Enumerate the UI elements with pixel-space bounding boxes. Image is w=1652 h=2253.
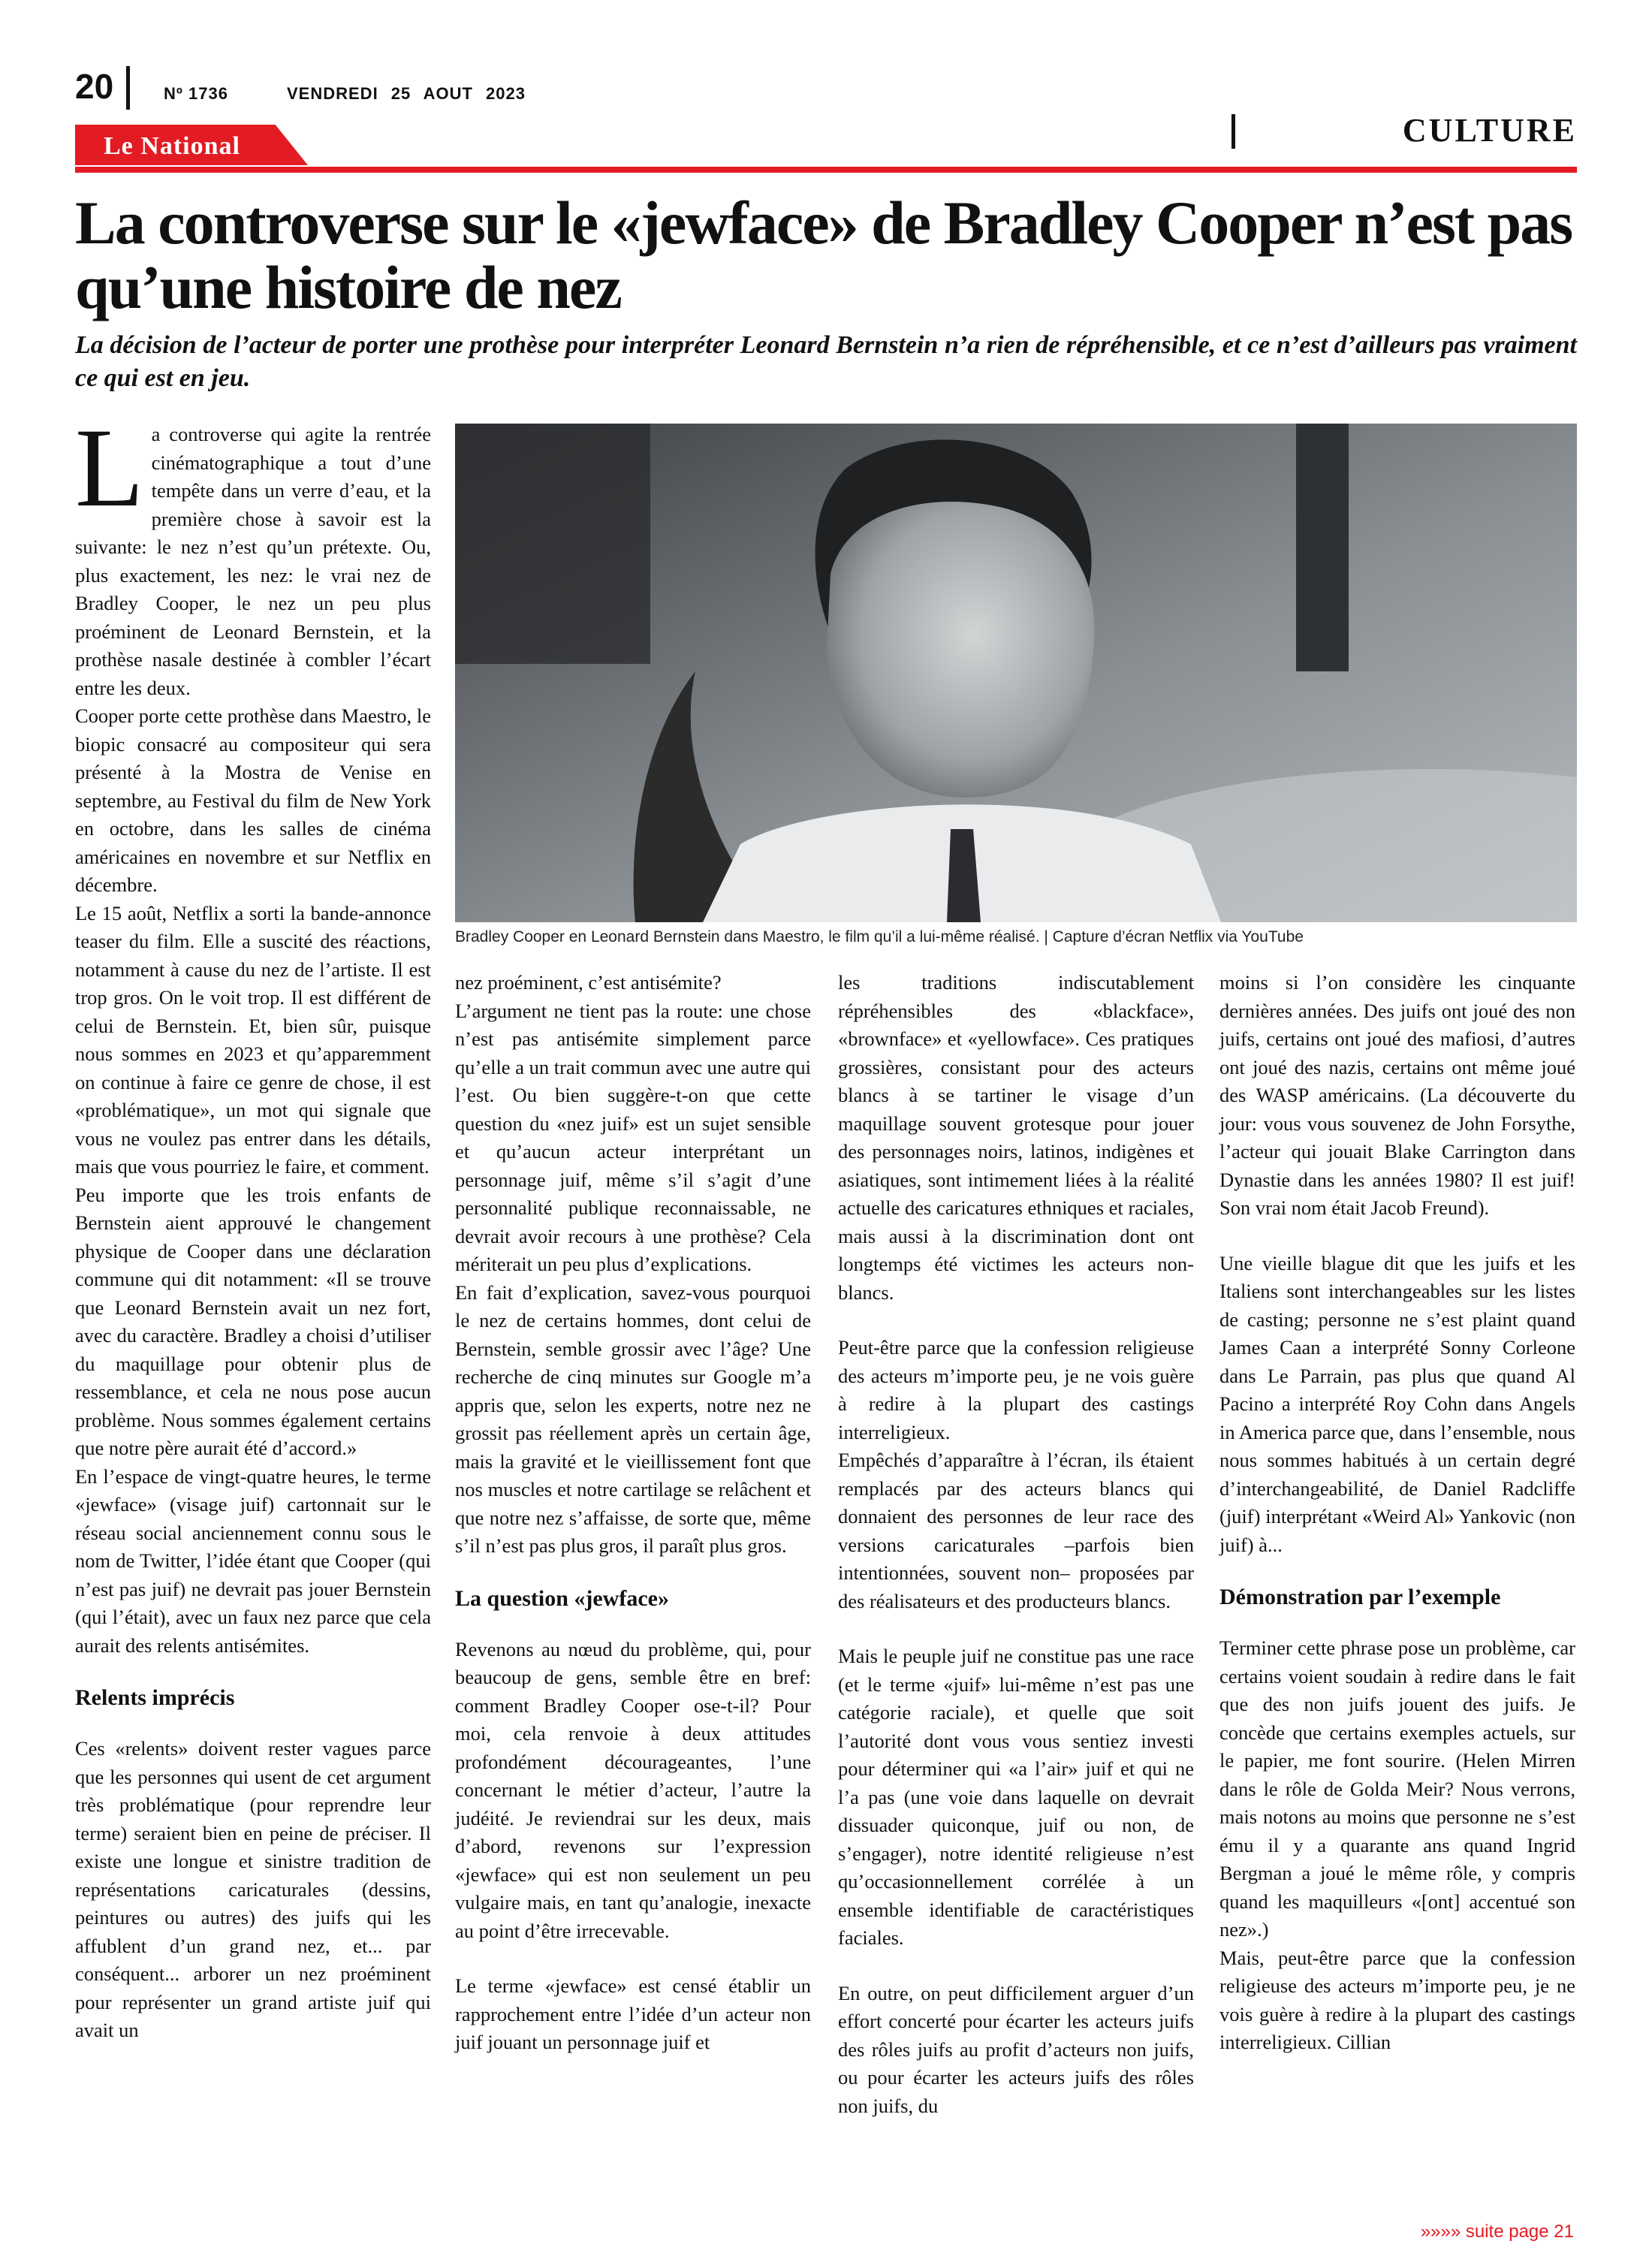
paragraph: nez proéminent, c’est antisémite?	[455, 971, 722, 994]
subheading: La question «jewface»	[455, 1585, 669, 1611]
paragraph: Empêchés d’apparaître à l’écran, ils étaient remplacés par des acteurs blancs qui donnaient des personnes de leur race des versions caricaturales –parfois bien intentionnées, souvent non– proposées par des réalisateurs et des producteurs blancs.	[838, 1449, 1194, 1612]
article-headline: La controverse sur le «jewface» de Bradley Cooper n’est pas qu’une histoire de nez	[75, 189, 1572, 321]
paragraph: Peut-être parce que la confession religieuse des acteurs m’importe peu, je ne vois guère à redire à la plupart des castings interreligieux.	[838, 1336, 1194, 1443]
drop-cap: L	[75, 406, 144, 530]
header-rule	[75, 167, 1577, 173]
paragraph: En l’espace de vingt-quatre heures, le terme «jewface» (visage juif) cartonnait sur le réseau social anciennement connu sous le nom de Twitter, l’idée étant que Cooper (qui n’est pas juif) ne devrait pas jouer Bernstein (qui l’était), avec un faux nez parce que cela aurait des relents antisémites.	[75, 1464, 431, 1657]
continued-link[interactable]: »»»» suite page 21	[1420, 2221, 1574, 2242]
article-column-1	[75, 406, 431, 2045]
paragraph: Une vieille blague dit que les juifs et les Italiens sont interchangeables sur les listes de casting; personne ne s’est plaint quand James Caan a interprété Sonny Corleone dans Le Parrain, pas plus que quand Al Pacino a interprété Roy Cohn dans Angels in America parce que, dans l’ensemble, nous nous sommes habitués à un certain degré d’interchangeabilité, de Daniel Radcliffe (juif) interprétant «Weird Al» Yankovic (non juif) à...	[1219, 1251, 1575, 1556]
section-label: CULTURE	[1402, 112, 1577, 149]
paragraph: Mais le peuple juif ne constitue pas une race (et le terme «juif» lui-même n’est pas une catégorie raciale), et quelle que soit l’autorité dont vous vous sentiez investi pour déterminer qui «a l’air» juif et qui ne l’a pas (une voie dans laquelle on devrait dissuader quiconque, juif ou non, de s’engager), notre identité religieuse n’est qu’occasionnellement corrélée à un ensemble identifiable de caractéristiques faciales.	[838, 1645, 1194, 1949]
paragraph: Le 15 août, Netflix a sorti la bande-annonce teaser du film. Elle a suscité des réactions, notamment à cause du nez de l’artiste. Il est trop gros. On le voit trop. Il est différent de celui de Bernstein. Et, bien sûr, puisque nous sommes en 2023 et qu’apparemment on continue à faire ce genre de chose, il est «problématique», un mot qui signale que vous ne voulez pas entrer dans les détails, mais que vous pourriez le faire, et comment.	[75, 901, 431, 1178]
paragraph: En outre, on peut difficilement arguer d’un effort concerté pour écarter les acteurs juifs des rôles juifs au profit d’acteurs non juifs, ou pour écarter les acteurs juifs des rôles non juifs, du	[838, 1981, 1194, 2117]
paragraph: a controverse qui agite la rentrée cinématographique a tout d’une tempête dans un verre d’eau, et la première chose à savoir est la suivante: le nez n’est qu’un prétexte. Ou, plus exactement, les nez: le vrai nez de Bradley Cooper, le nez un peu plus proéminent de Leonard Bernstein, et la prothèse nasale destinée à combler l’écart entre les deux.	[75, 423, 431, 699]
photo-caption: Bradley Cooper en Leonard Bernstein dans Maestro, le film qu’il a lui-même réalisé. | Capture d’écran Netflix via YouTube	[455, 928, 1304, 946]
photo-illustration	[455, 424, 1577, 922]
paragraph: En fait d’explication, savez-vous pourquoi le nez de certains hommes, dont celui de Bernstein, semble grossir avec l’âge? Une recherche de cinq minutes sur Google m’a appris que, selon les experts, notre nez ne grossit pas réellement après un certain âge, mais la gravité et le vieillissement font que nos muscles et notre cartilage se relâchent et que notre nez s’affaisse, de sorte que, même s’il n’est pas plus gros, il paraît plus gros.	[455, 1280, 811, 1557]
article-column-4	[1219, 969, 1575, 2057]
newspaper-name: Le National	[104, 132, 240, 160]
article-column-2	[455, 969, 811, 2057]
paragraph: Terminer cette phrase pose un problème, car certains voient soudain à redire dans le fait que des non juifs jouent des juifs. Je concède que certains exemples actuels, sur le papier, me font sourire. (Helen Mirren dans le rôle de Golda Meir? Nous verrons, mais notons au moins que personne ne s’est ému il y a quarante ans quand Ingrid Bergman a joué le même rôle, y compris quand les maquilleurs «[ont] accentué son nez».)	[1219, 1636, 1575, 1941]
subheading: Relents imprécis	[75, 1685, 235, 1710]
paragraph: les traditions indiscutablement répréhensibles des «blackface», «brownface» et «yellowface». Ces pratiques grossières, consistant pour des acteurs blancs à se tartiner le visage d’un maquillage souvent grotesque pour jouer des personnages noirs, latinos, indigènes et asiatiques, sont intimement liées à la réalité actuelle des caricatures ethniques et raciales, mais aussi à la discrimination dont ont longtemps été victimes les acteurs non-blancs.	[838, 971, 1194, 1304]
publication-date: VENDREDI 25 AOUT 2023	[287, 84, 526, 103]
subheading: Démonstration par l’exemple	[1219, 1585, 1501, 1609]
section-divider	[1231, 114, 1235, 149]
folio-divider	[126, 66, 130, 110]
paragraph: Le terme «jewface» est censé établir un rapprochement entre l’idée d’un acteur non juif jouant un personnage juif et	[455, 1974, 811, 2053]
article-photo	[455, 424, 1577, 922]
paragraph: Peu importe que les trois enfants de Bernstein aient approuvé le changement physique de Cooper dans une déclaration commune qui dit notamment: «Il se trouve que Leonard Bernstein avait un nez fort, avec du caractère. Bradley a choisi d’utiliser du maquillage pour obtenir plus de ressemblance, et cela ne nous pose aucun problème. Nous sommes également certains que notre père aurait été d’accord.»	[75, 1183, 431, 1459]
issue-number: Nº 1736	[164, 84, 228, 103]
page-number: 20	[75, 67, 114, 106]
paragraph: Mais, peut-être parce que la confession religieuse des acteurs m’importe peu, je ne vois guère à redire à la plupart des castings interreligieux. Cillian	[1219, 1946, 1575, 2053]
paragraph: Cooper porte cette prothèse dans Maestro, le biopic consacré au compositeur qui sera présenté à la Mostra de Venise en septembre, au Festival du film de New York en octobre, dans les salles de cinéma américaines en novembre et sur Netflix en décembre.	[75, 704, 431, 896]
paragraph: Ces «relents» doivent rester vagues parce que les personnes qui usent de cet argument très problématique (pour reprendre leur terme) seraient bien en peine de préciser. Il existe une longue et sinistre tradition de représentations caricaturales (dessins, peintures ou autres) des juifs qui les affublent d’un grand nez, et... par conséquent... arborer un nez proéminent pour représenter un grand artiste juif qui avait un	[75, 1737, 431, 2041]
paragraph: L’argument ne tient pas la route: une chose n’est pas antisémite simplement parce qu’elle a un trait commun avec une autre qui l’est. Ou bien suggère-t-on que cette question du «nez juif» est un sujet sensible et qu’aucun acteur interprétant un personnage juif, même s’il s’agit d’une personnalité publique reconnaissable, ne devrait avoir recours à une prothèse? Cela mériterait un peu plus d’explications.	[455, 999, 811, 1275]
paragraph: Revenons au nœud du problème, qui, pour beaucoup de gens, semble être en bref: comment Bradley Cooper ose-t-il? Pour moi, cela renvoie à deux attitudes profondément décourageantes, l’une concernant le métier d’acteur, l’autre la judéité. Je reviendrai sur les deux, mais d’abord, revenons sur l’expression «jewface» qui est non seulement un peu vulgaire mais, en tant qu’analogie, inexacte au point d’être irrecevable.	[455, 1637, 811, 1942]
paragraph: moins si l’on considère les cinquante dernières années. Des juifs ont joué des non juifs, certains ont joué des mafiosi, d’autres ont joué des nazis, certains ont même joué des WASP américains. (La découverte du jour: vous vous souvenez de John Forsythe, l’acteur qui jouait Blake Carrington dans Dynastie dans les années 1980? Il est juif! Son vrai nom était Jacob Freund).	[1219, 971, 1575, 1219]
article-column-3	[838, 969, 1194, 2120]
article-deck: La décision de l’acteur de porter une prothèse pour interpréter Leonard Bernstein n’a rien de répréhensible, et ce n’est d’ailleurs pas vraiment ce qui est en jeu.	[75, 331, 1577, 392]
